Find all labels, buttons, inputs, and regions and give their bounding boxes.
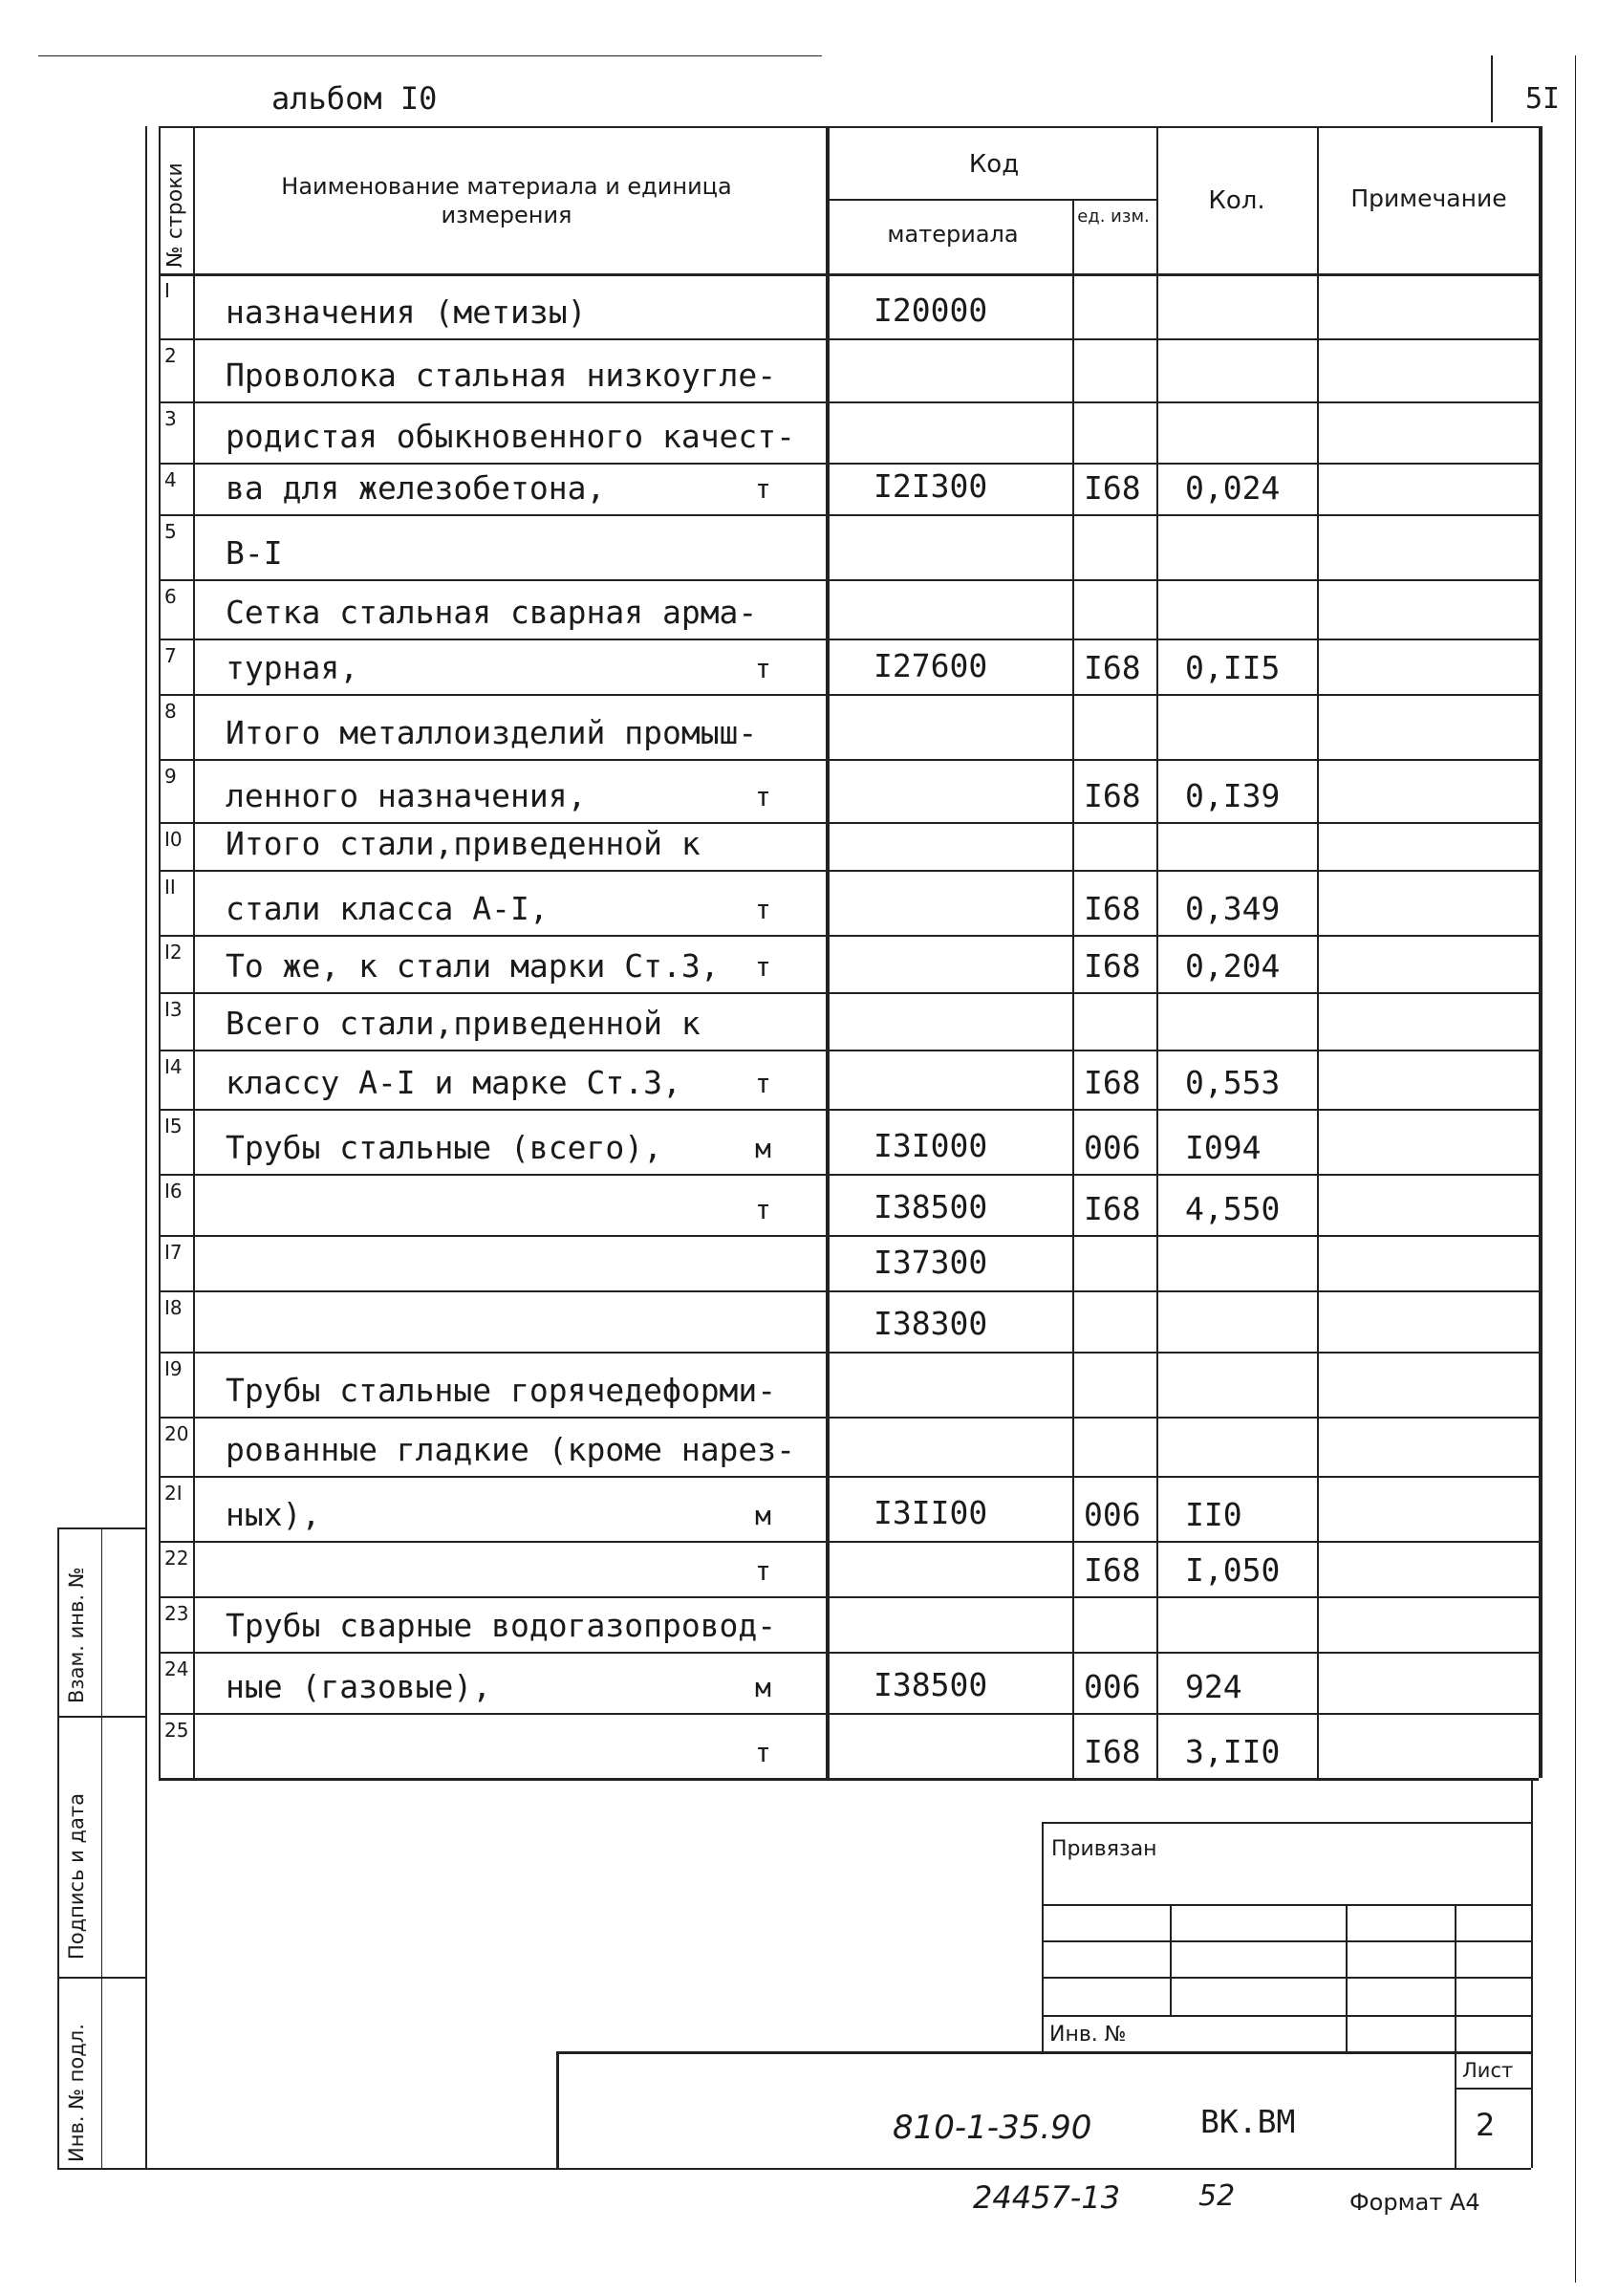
- col-line-right: [1539, 126, 1542, 1778]
- row-material-code: I27600: [874, 647, 988, 684]
- row-material-code: I38500: [874, 1188, 988, 1225]
- row-quantity: 3,II0: [1185, 1733, 1281, 1770]
- header-qty: Кол.: [1208, 186, 1265, 215]
- row-number: 3: [164, 407, 177, 430]
- row-unit-code: I68: [1084, 469, 1141, 507]
- row-quantity: II0: [1185, 1496, 1242, 1533]
- row-unit: т: [755, 653, 771, 684]
- col-line-qty: [1317, 126, 1319, 1778]
- row-name: стали класса А-I,: [226, 890, 549, 927]
- row-number: 22: [164, 1547, 189, 1570]
- row-line: [159, 639, 1539, 640]
- row-number: 2I: [164, 1482, 183, 1505]
- row-name: ные (газовые),: [226, 1668, 492, 1705]
- row-unit: т: [755, 951, 771, 983]
- header-code-split: [826, 199, 1156, 201]
- header-code: Код: [968, 150, 1020, 179]
- row-unit: м: [755, 1133, 771, 1164]
- row-line: [159, 579, 1539, 581]
- row-line: [159, 1109, 1539, 1111]
- row-unit-code: 006: [1084, 1496, 1141, 1533]
- tb-doc-code: 810-1-35.90: [893, 2109, 1092, 2147]
- tb-row-line-2: [1042, 1940, 1531, 1942]
- row-line: [159, 870, 1539, 872]
- row-line: [159, 401, 1539, 403]
- row-unit-code: I68: [1084, 890, 1141, 927]
- row-name: родистая обыкновенного качест-: [226, 418, 796, 455]
- row-quantity: 0,349: [1185, 890, 1281, 927]
- row-name: рованные гладкие (кроме нарез-: [226, 1431, 796, 1468]
- row-line: [159, 338, 1539, 340]
- row-name: ва для железобетона,: [226, 469, 606, 507]
- row-line: [159, 463, 1539, 465]
- row-unit-code: I68: [1084, 777, 1141, 814]
- row-line: [159, 822, 1539, 824]
- row-unit: т: [755, 781, 771, 812]
- side-label-inv-podl: Инв. № подл.: [65, 2024, 88, 2162]
- tb-col-1: [1170, 1904, 1172, 2015]
- row-number: I3: [164, 998, 183, 1021]
- tb-outer-right: [1531, 1778, 1533, 2168]
- row-number: 6: [164, 585, 177, 608]
- row-line: [159, 1352, 1539, 1354]
- row-name: классу А-I и марке Ст.3,: [226, 1064, 681, 1101]
- row-name: Сетка стальная сварная арма-: [226, 594, 758, 631]
- header-unit: ед. изм.: [1077, 206, 1150, 227]
- tb-main-top: [556, 2051, 1531, 2054]
- row-number: 23: [164, 1602, 189, 1625]
- row-unit-code: I68: [1084, 947, 1141, 985]
- row-name: ленного назначения,: [226, 777, 587, 814]
- row-line: [159, 1652, 1539, 1654]
- row-number: 20: [164, 1422, 189, 1445]
- row-number: 4: [164, 468, 177, 491]
- row-unit-code: I68: [1084, 1551, 1141, 1589]
- row-quantity: 0,024: [1185, 469, 1281, 507]
- row-number: I7: [164, 1241, 183, 1264]
- side-label-vzam: Взам. инв. №: [65, 1567, 88, 1703]
- row-unit-code: I68: [1084, 649, 1141, 686]
- row-unit: т: [755, 1555, 771, 1587]
- top-rule: [38, 55, 822, 56]
- page-number: 5I: [1525, 82, 1561, 116]
- col-line-left: [159, 126, 161, 1778]
- header-row-number-text: № строки: [163, 162, 187, 268]
- side-strip-mid-line: [101, 1527, 102, 2168]
- row-unit: т: [755, 1068, 771, 1099]
- row-line: [159, 1235, 1539, 1237]
- row-unit-code: I68: [1084, 1190, 1141, 1227]
- header-note: Примечание: [1350, 184, 1507, 212]
- row-line: [159, 759, 1539, 761]
- row-material-code: I38300: [874, 1305, 988, 1342]
- tb-doc-mark: ВК.ВМ: [1200, 2103, 1296, 2140]
- footer-format: Формат А4: [1349, 2189, 1480, 2216]
- row-number: I0: [164, 828, 183, 851]
- row-material-code: I20000: [874, 292, 988, 329]
- tb-row-line-1: [1042, 1904, 1531, 1906]
- row-unit-code: I68: [1084, 1064, 1141, 1101]
- header-name: Наименование материала и единица измерения: [281, 173, 732, 228]
- row-unit: м: [755, 1500, 771, 1531]
- row-name: назначения (метизы): [226, 293, 587, 331]
- tb-sheet-label: Лист: [1462, 2059, 1514, 2082]
- tb-sheet-number: 2: [1476, 2107, 1496, 2143]
- side-strip-right-line: [145, 126, 147, 2168]
- footer-archive-page: 52: [1198, 2179, 1236, 2213]
- tb-sheet-div: [1455, 2088, 1531, 2090]
- tb-row-line-3: [1042, 1977, 1531, 1979]
- side-strip-bottom: [57, 2168, 1531, 2170]
- row-line: [159, 1417, 1539, 1419]
- col-line-number: [193, 126, 195, 1778]
- header-row-number: [159, 126, 193, 270]
- row-unit: т: [755, 473, 771, 505]
- row-name: ных),: [226, 1496, 321, 1533]
- row-number: 5: [164, 520, 177, 543]
- row-name: Итого металлоизделий промыш-: [226, 714, 758, 751]
- row-unit: т: [755, 1737, 771, 1768]
- row-line: [159, 1476, 1539, 1478]
- row-quantity: 4,550: [1185, 1190, 1281, 1227]
- tb-col-3: [1455, 1904, 1456, 2051]
- row-name: Трубы стальные (всего),: [226, 1129, 662, 1166]
- side-strip-left-line: [57, 1527, 59, 2168]
- row-name: Всего стали,приведенной к: [226, 1005, 701, 1042]
- row-line: [159, 1174, 1539, 1176]
- row-line: [159, 1778, 1539, 1781]
- tb-row-line-4: [1042, 2015, 1531, 2017]
- row-number: I9: [164, 1357, 183, 1380]
- row-number: 8: [164, 700, 177, 723]
- row-number: 25: [164, 1719, 189, 1742]
- tb-privyazan-top: [1042, 1822, 1531, 1824]
- row-unit: м: [755, 1672, 771, 1703]
- row-name: То же, к стали марки Ст.3,: [226, 947, 720, 985]
- row-number: I2: [164, 941, 183, 964]
- album-label: альбом I0: [271, 80, 438, 117]
- row-quantity: 0,I39: [1185, 777, 1281, 814]
- row-unit: т: [755, 894, 771, 925]
- row-name: Трубы стальные горячедеформи-: [226, 1372, 777, 1409]
- row-unit-code: I68: [1084, 1733, 1141, 1770]
- row-quantity: I,050: [1185, 1551, 1281, 1589]
- row-quantity: 0,204: [1185, 947, 1281, 985]
- row-material-code: I3II00: [874, 1494, 988, 1531]
- header-top-line: [159, 126, 1539, 128]
- tb-privyazan-label: Привязан: [1051, 1837, 1157, 1861]
- row-quantity: 0,553: [1185, 1064, 1281, 1101]
- footer-archive-number: 24457-13: [973, 2179, 1121, 2216]
- header-bottom-line: [159, 273, 1539, 276]
- row-number: I8: [164, 1296, 183, 1319]
- row-material-code: I37300: [874, 1244, 988, 1281]
- row-material-code: I38500: [874, 1666, 988, 1703]
- row-line: [159, 992, 1539, 994]
- row-unit-code: 006: [1084, 1668, 1141, 1705]
- row-name: турная,: [226, 649, 359, 686]
- row-quantity: 924: [1185, 1668, 1242, 1705]
- row-quantity: I094: [1185, 1129, 1262, 1166]
- row-number: I: [164, 279, 170, 302]
- row-quantity: 0,II5: [1185, 649, 1281, 686]
- row-unit: т: [755, 1194, 771, 1225]
- row-number: I5: [164, 1115, 183, 1137]
- header-material: материала: [887, 221, 1019, 248]
- row-line: [159, 1290, 1539, 1292]
- row-material-code: I2I300: [874, 467, 988, 505]
- col-line-unit: [1156, 126, 1158, 1778]
- row-line: [159, 514, 1539, 516]
- row-line: [159, 1596, 1539, 1598]
- row-number: 7: [164, 644, 177, 667]
- row-number: 9: [164, 765, 177, 788]
- col-line-name: [826, 126, 830, 1778]
- side-label-podpis: Подпись и дата: [65, 1793, 88, 1960]
- row-line: [159, 935, 1539, 937]
- tb-col-2: [1346, 1904, 1348, 2051]
- row-name: Проволока стальная низкоугле-: [226, 357, 777, 394]
- row-line: [159, 1713, 1539, 1715]
- row-number: II: [164, 876, 176, 899]
- row-line: [159, 1050, 1539, 1051]
- row-name: Трубы сварные водогазопровод-: [226, 1607, 777, 1644]
- tb-main-left: [556, 2051, 559, 2168]
- row-number: I4: [164, 1055, 183, 1078]
- row-line: [159, 694, 1539, 696]
- tb-inv-label: Инв. №: [1049, 2023, 1127, 2047]
- page-number-divider: [1491, 55, 1493, 122]
- row-number: 2: [164, 344, 177, 367]
- row-unit-code: 006: [1084, 1129, 1141, 1166]
- row-name: Итого стали,приведенной к: [226, 825, 701, 862]
- row-line: [159, 1541, 1539, 1543]
- row-number: I6: [164, 1180, 183, 1202]
- tb-sheet-left: [1455, 2051, 1456, 2168]
- tb-privyazan-left: [1042, 1822, 1044, 2051]
- row-number: 24: [164, 1657, 189, 1680]
- right-edge-line: [1575, 55, 1576, 2283]
- row-name: В-I: [226, 534, 283, 572]
- row-material-code: I3I000: [874, 1127, 988, 1164]
